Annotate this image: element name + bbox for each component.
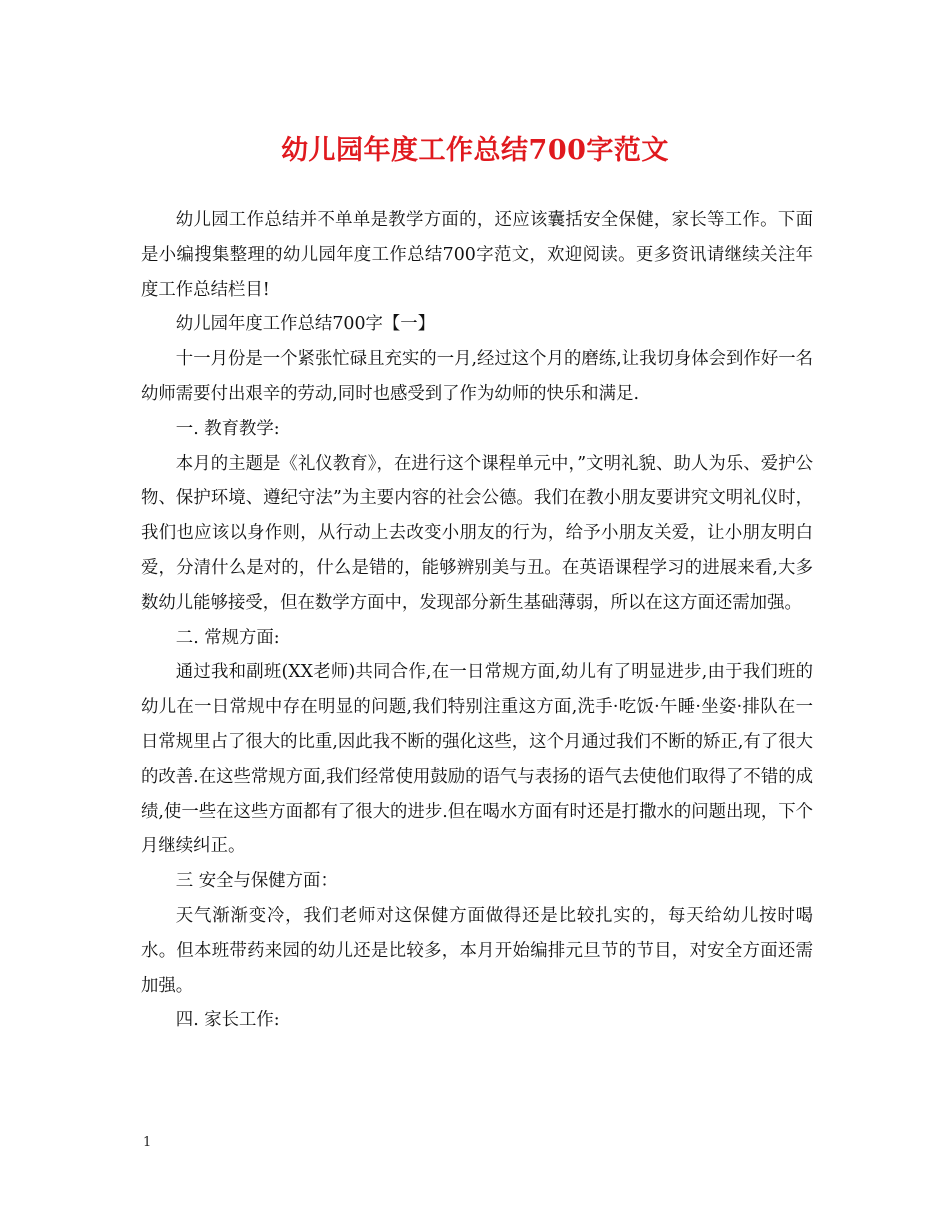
document-body [141,203,813,1038]
paragraph-intro: 幼儿园工作总结并不单单是教学方面的，还应该囊括安全保健，家长等工作。下面是小编搜集整理的幼儿园年度工作总结700字范文，欢迎阅读。更多资讯请继续关注年度工作总结栏目! [141,210,813,300]
heading-parents: 四. 家长工作: [175,1010,280,1031]
heading-safety: 三 安全与保健方面： [175,871,338,892]
page-number: 1 [143,1135,152,1150]
paragraph-routine: 通过我和副班(XX老师)共同合作,在一日常规方面,幼儿有了明显进步,由于我们班的幼儿在一日常规中存在明显的问题,我们特别注重这方面,洗手·吃饭·午睡·坐姿·排队在一日常规里占了很大的比重,因此我不断的强化这些，这个月通过我们不断的矫正,有了很大的改善.在这些常规方面,我们经常使用鼓励的语气与表扬的语气去使他们取得了不错的成绩,使一些在这些方面都有了很大的进步.但在喝水方面有时还是打撒水的问题出现，下个月继续纠正。 [141,662,813,857]
heading-routine: 二. 常规方面: [175,627,280,648]
paragraph-section-heading: 幼儿园年度工作总结700字【一】 [175,314,436,335]
document-title: 幼儿园年度工作总结700字范文 [281,135,669,166]
paragraph-safety: 天气渐渐变冷，我们老师对这保健方面做得还是比较扎实的，每天给幼儿按时喝水。但本班带药来园的幼儿还是比较多，本月开始编排元旦节的节目，对安全方面还需加强。 [141,905,813,996]
paragraph-november: 十一月份是一个紧张忙碌且充实的一月,经过这个月的磨练,让我切身体会到作好一名幼师需要付出艰辛的劳动,同时也感受到了作为幼师的快乐和满足. [141,349,813,404]
heading-education: 一. 教育教学: [175,418,280,439]
paragraph-education: 本月的主题是《礼仪教育》，在进行这个课程单元中，”文明礼貌、助人为乐、爱护公物、保护环境、遵纪守法”为主要内容的社会公德。我们在教小朋友要讲究文明礼仪时，我们也应该以身作则，从行动上去改变小朋友的行为，给予小朋友关爱，让小朋友明白爱，分清什么是对的，什么是错的，能够辨别美与丑。在英语课程学习的进展来看,大多数幼儿能够接受，但在数学方面中，发现部分新生基础薄弱，所以在这方面还需加强。 [141,453,813,613]
